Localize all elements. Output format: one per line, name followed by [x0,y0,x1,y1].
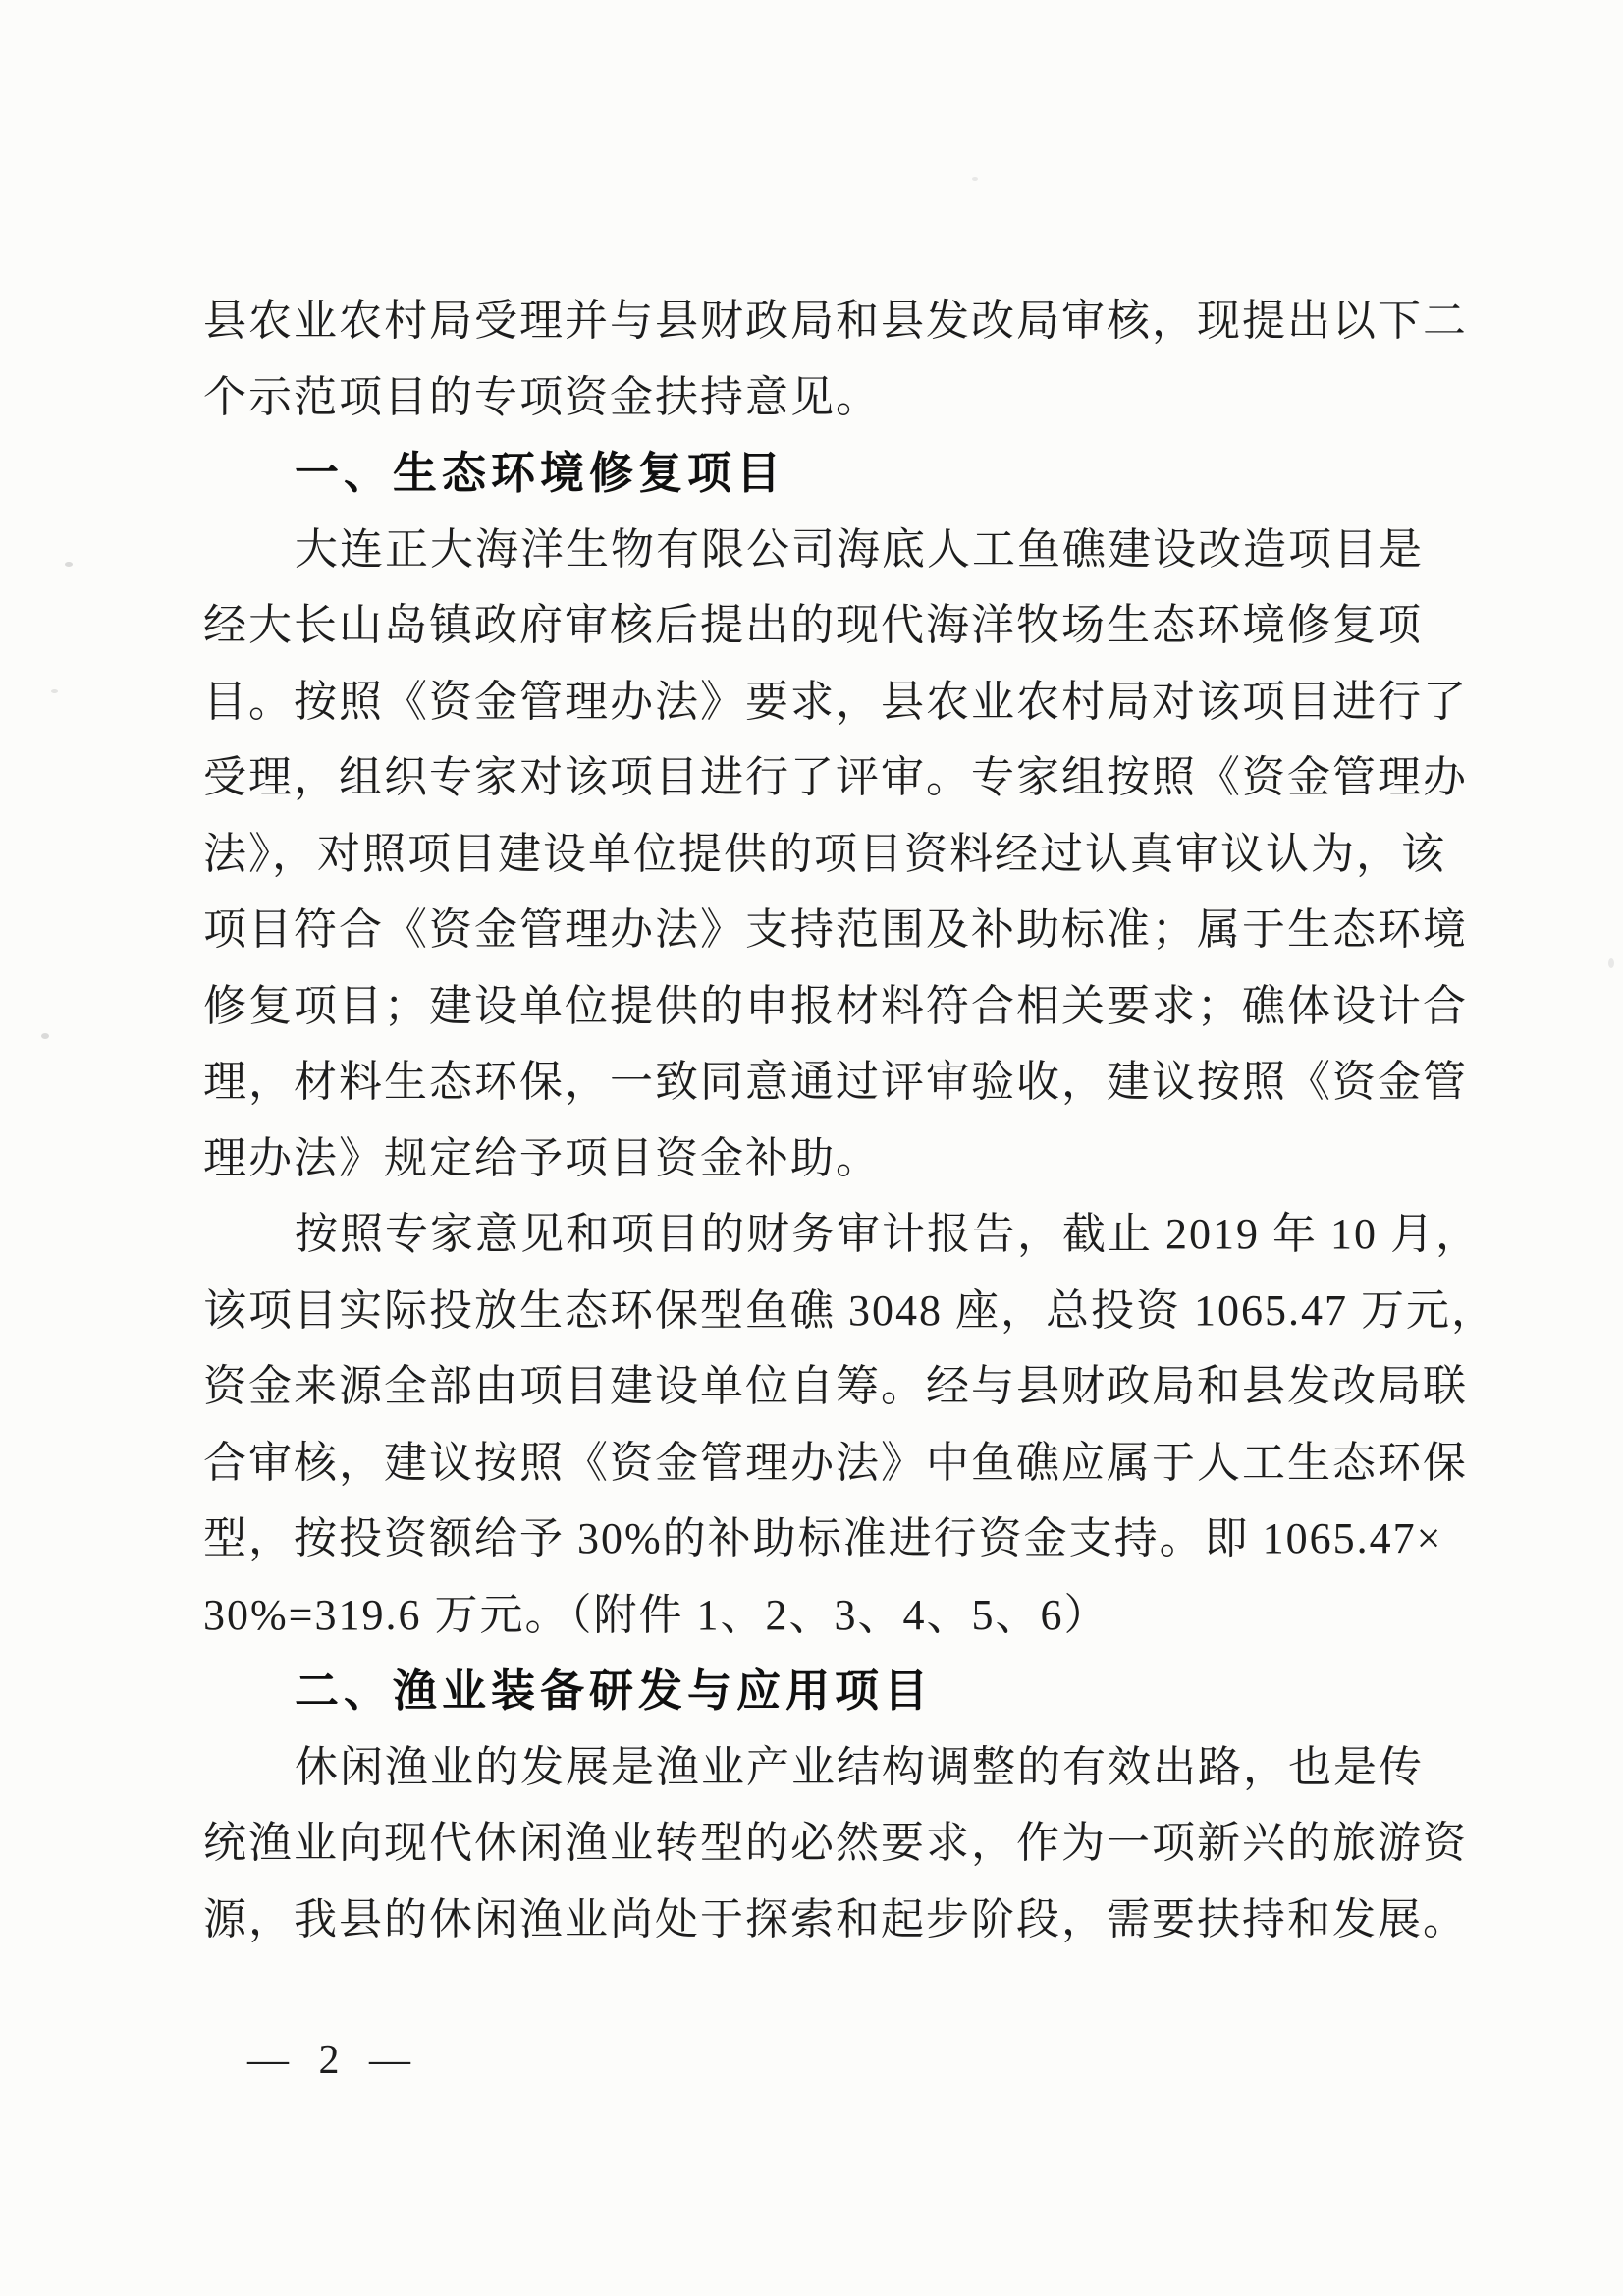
text-line: 30%=319.6 万元。（附件 1、2、3、4、5、6） [203,1590,1109,1639]
text-line: 资金来源全部由项目建设单位自筹。经与县财政局和县发改局联 [203,1362,1468,1410]
text-line: 个示范项目的专项资金扶持意见。 [203,372,881,421]
scan-artifact [972,177,978,181]
scan-artifact [65,562,73,567]
scan-artifact [51,689,58,693]
text-line: 型，按投资额给予 30%的补助标准进行资金支持。即 1065.47× [203,1514,1443,1562]
text-line: 理办法》规定给予项目资金补助。 [203,1133,881,1182]
text-line: 项目符合《资金管理办法》支持范围及补助标准；属于生态环境 [203,905,1468,954]
text-line: 合审核，建议按照《资金管理办法》中鱼礁应属于人工生态环保 [203,1438,1468,1487]
text-line: 源，我县的休闲渔业尚处于探索和起步阶段，需要扶持和发展。 [203,1894,1468,1943]
text-line: 经大长山岛镇政府审核后提出的现代海洋牧场生态环境修复项 [203,601,1423,649]
text-line: 大连正大海洋生物有限公司海底人工鱼礁建设改造项目是 [295,524,1424,574]
scan-artifact [1608,958,1614,968]
document-body [203,283,1496,1957]
text-line: 理，材料生态环保，一致同意通过评审验收，建议按照《资金管 [203,1058,1468,1106]
text-line: 目。按照《资金管理办法》要求，县农业农村局对该项目进行了 [203,677,1468,726]
text-line: 法》，对照项目建设单位提供的项目资料经过认真审议认为，该 [203,829,1446,878]
text-line: 按照专家意见和项目的财务审计报告，截止 2019 年 10 月， [295,1210,1481,1258]
page-number: — 2 — [247,2038,420,2083]
text-line: 休闲渔业的发展是渔业产业结构调整的有效出路，也是传 [295,1742,1424,1791]
text-line: 县农业农村局受理并与县财政局和县发改局审核，现提出以下二 [203,297,1468,345]
text-line: 修复项目；建设单位提供的申报材料符合相关要求；礁体设计合 [203,981,1468,1030]
text-line: 受理，组织专家对该项目进行了评审。专家组按照《资金管理办 [203,753,1468,801]
scan-artifact [41,1033,49,1039]
section-heading: 二、渔业装备研发与应用项目 [295,1666,934,1716]
text-line: 统渔业向现代休闲渔业转型的必然要求，作为一项新兴的旅游资 [203,1819,1468,1867]
text-line: 该项目实际投放生态环保型鱼礁 3048 座，总投资 1065.47 万元， [203,1285,1496,1335]
section-heading: 一、生态环境修复项目 [295,448,786,498]
